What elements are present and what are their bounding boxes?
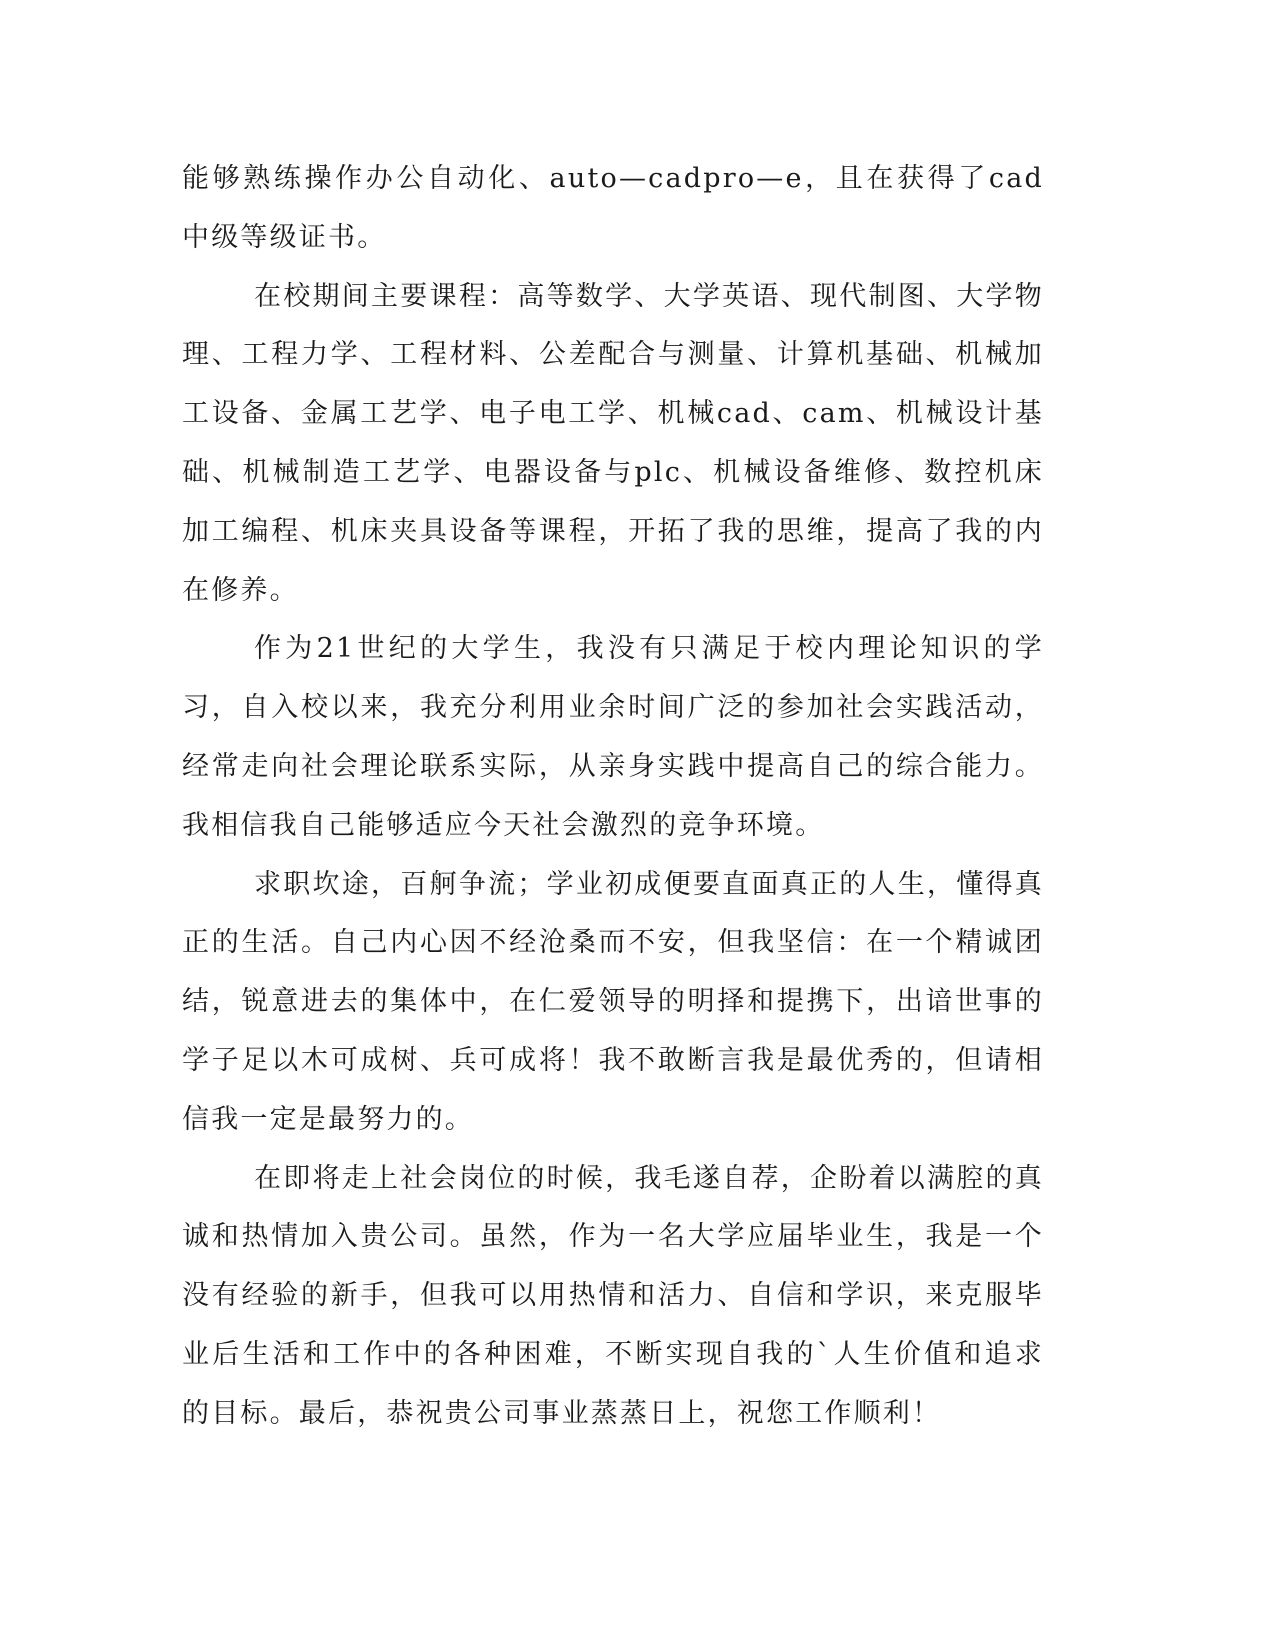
paragraph-practice: 作为21世纪的大学生，我没有只满足于校内理论知识的学习，自入校以来，我充分利用业余时间广泛的参加社会实践活动，经常走向社会理论联系实际，从亲身实践中提高自己的综合能力。我相信我自己能够适应今天社会激烈的竞争环境。 — [182, 633, 1044, 841]
paragraph-skills: 能够熟练操作办公自动化、auto—cadpro—e，且在获得了cad中级等级证书。 — [182, 163, 1044, 253]
paragraph-closing: 在即将走上社会岗位的时候，我毛遂自荐，企盼着以满腔的真诚和热情加入贵公司。虽然，作为一名大学应届毕业生，我是一个没有经验的新手，但我可以用热情和活力、自信和学识，来克服毕业后生活和工作中的各种困难，不断实现自我的`人生价值和追求的目标。最后，恭祝贵公司事业蒸蒸日上，祝您工作顺利！ — [182, 1162, 1044, 1429]
paragraph-job-search: 求职坎途，百舸争流；学业初成便要直面真正的人生，懂得真正的生活。自己内心因不经沧桑而不安，但我坚信：在一个精诚团结，锐意进去的集体中，在仁爱领导的明择和提携下，出谙世事的学子足以木可成树、兵可成将！我不敢断言我是最优秀的，但请相信我一定是最努力的。 — [182, 868, 1044, 1135]
document-body — [182, 150, 1044, 1444]
paragraph-courses: 在校期间主要课程：高等数学、大学英语、现代制图、大学物理、工程力学、工程材料、公差配合与测量、计算机基础、机械加工设备、金属工艺学、电子电工学、机械cad、cam、机械设计基础、机械制造工艺学、电器设备与plc、机械设备维修、数控机床加工编程、机床夹具设备等课程，开拓了我的思维，提高了我的内在修养。 — [182, 280, 1044, 606]
